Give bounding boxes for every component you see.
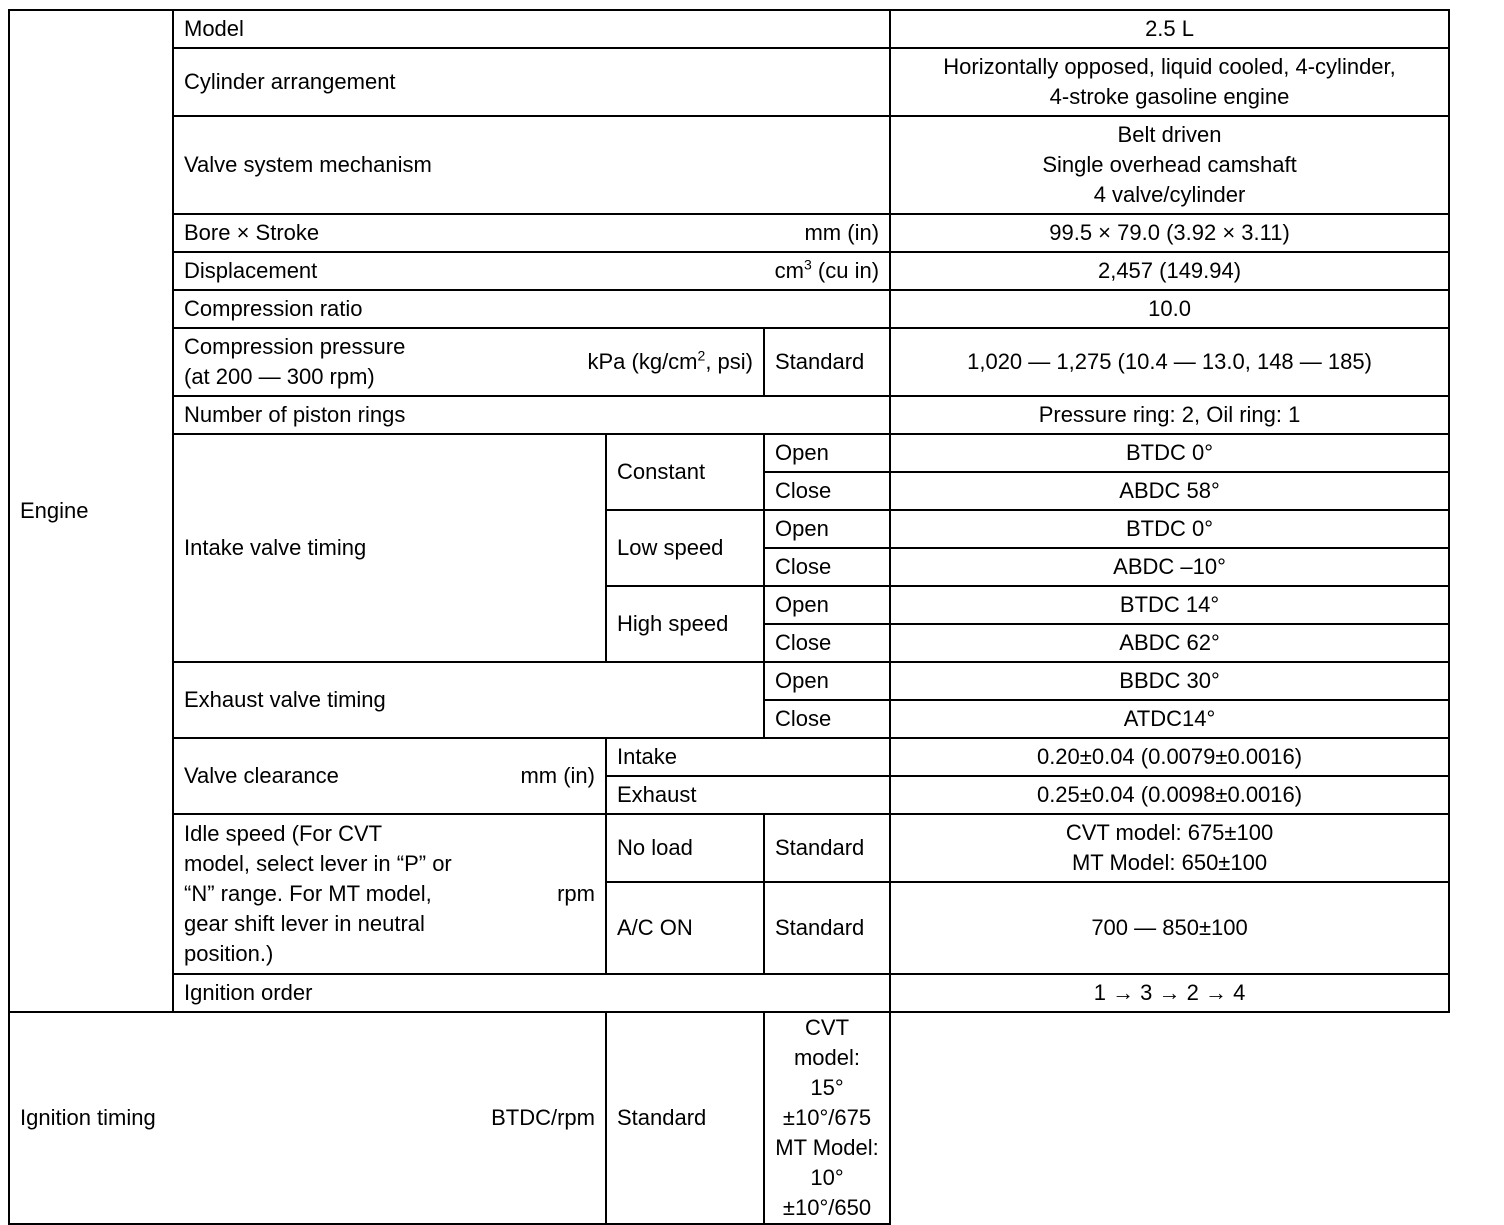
- valve-clearance-intake-value: 0.20±0.04 (0.0079±0.0016): [890, 738, 1449, 776]
- cylinder-label: Cylinder arrangement: [173, 48, 890, 116]
- intake-low-close: Close: [764, 548, 890, 586]
- displacement-cell: [173, 252, 890, 290]
- valve-clearance-label: Valve clearance: [184, 763, 339, 788]
- ignition-timing-value: CVT model: 15°±10°/675 MT Model: 10°±10°/650: [764, 1012, 890, 1224]
- engine-spec-table: [8, 9, 1450, 1225]
- displacement-unit: $cm^3$ (cu in): [774, 256, 880, 283]
- valve-clearance-cell: [173, 738, 606, 814]
- compression-pressure-value: 1,020 — 1,275 (10.4 — 13.0, 148 — 185): [890, 328, 1449, 396]
- idle-no-load-value: CVT model: 675±100 MT Model: 650±100: [890, 814, 1449, 882]
- idle-ac-on-condition: Standard: [764, 882, 890, 974]
- idle-no-load-condition: Standard: [764, 814, 890, 882]
- intake-constant-label: Constant: [606, 434, 764, 510]
- exhaust-close: Close: [764, 700, 890, 738]
- intake-low-close-value: ABDC –10°: [890, 548, 1449, 586]
- intake-high-open-value: BTDC 14°: [890, 586, 1449, 624]
- compression-pressure-condition: Standard: [764, 328, 890, 396]
- intake-low-open-value: BTDC 0°: [890, 510, 1449, 548]
- model-label: Model: [173, 10, 890, 48]
- ignition-timing-label: Ignition timing: [20, 1105, 156, 1130]
- intake-timing-label: Intake valve timing: [173, 434, 606, 662]
- idle-ac-on: A/C ON: [606, 882, 764, 974]
- valve-system-value: Belt driven Single overhead camshaft 4 valve/cylinder: [890, 116, 1449, 214]
- exhaust-open-value: BBDC 30°: [890, 662, 1449, 700]
- intake-low-label: Low speed: [606, 510, 764, 586]
- piston-rings-label: Number of piston rings: [173, 396, 890, 434]
- intake-high-close-value: ABDC 62°: [890, 624, 1449, 662]
- bore-stroke-unit: mm (in): [804, 220, 880, 245]
- valve-clearance-exhaust: Exhaust: [606, 776, 890, 814]
- engine-label: Engine: [20, 498, 89, 523]
- ignition-timing-condition: Standard: [606, 1012, 764, 1224]
- bore-stroke-label: Bore × Stroke: [184, 220, 320, 245]
- bore-stroke-cell: [173, 214, 890, 252]
- exhaust-close-value: ATDC14°: [890, 700, 1449, 738]
- compression-ratio-label: Compression ratio: [173, 290, 890, 328]
- idle-ac-on-value: 700 — 850±100: [890, 882, 1449, 974]
- intake-high-label: High speed: [606, 586, 764, 662]
- intake-constant-open: Open: [764, 434, 890, 472]
- intake-constant-close-value: ABDC 58°: [890, 472, 1449, 510]
- valve-clearance-exhaust-value: 0.25±0.04 (0.0098±0.0016): [890, 776, 1449, 814]
- exhaust-timing-label: Exhaust valve timing: [173, 662, 764, 738]
- bore-stroke-value: 99.5 × 79.0 (3.92 × 3.11): [890, 214, 1449, 252]
- valve-clearance-unit: mm (in): [520, 763, 595, 788]
- cylinder-value: Horizontally opposed, liquid cooled, 4-cylinder, 4-stroke gasoline engine: [890, 48, 1449, 116]
- ignition-timing-cell: [9, 1012, 606, 1224]
- intake-constant-open-value: BTDC 0°: [890, 434, 1449, 472]
- piston-rings-value: Pressure ring: 2, Oil ring: 1: [890, 396, 1449, 434]
- compression-pressure-label: Compression pressure (at 200 — 300 rpm): [184, 334, 406, 389]
- valve-system-label: Valve system mechanism: [173, 116, 890, 214]
- displacement-label: Displacement: [184, 258, 318, 283]
- exhaust-open: Open: [764, 662, 890, 700]
- intake-high-open: Open: [764, 586, 890, 624]
- compression-pressure-unit: kPa ($kg/cm^2$, psi): [587, 347, 753, 374]
- ignition-order-label: Ignition order: [173, 974, 890, 1012]
- idle-speed-label: Idle speed (For CVT model, select lever in “P” or “N” range. For MT model, gear shift lever in neutral position.): [184, 821, 452, 966]
- engine-category-cell: [9, 10, 173, 1012]
- compression-pressure-cell: [173, 328, 764, 396]
- intake-low-open: Open: [764, 510, 890, 548]
- idle-no-load: No load: [606, 814, 764, 882]
- idle-speed-unit: rpm: [557, 881, 595, 906]
- ignition-timing-unit: BTDC/rpm: [491, 1105, 595, 1130]
- valve-clearance-intake: Intake: [606, 738, 890, 776]
- compression-ratio-value: 10.0: [890, 290, 1449, 328]
- displacement-value: 2,457 (149.94): [890, 252, 1449, 290]
- model-value: 2.5 L: [890, 10, 1449, 48]
- idle-speed-cell: [173, 814, 606, 974]
- intake-high-close: Close: [764, 624, 890, 662]
- intake-constant-close: Close: [764, 472, 890, 510]
- ignition-order-value: 1 → 3 → 2 → 4: [890, 974, 1449, 1012]
